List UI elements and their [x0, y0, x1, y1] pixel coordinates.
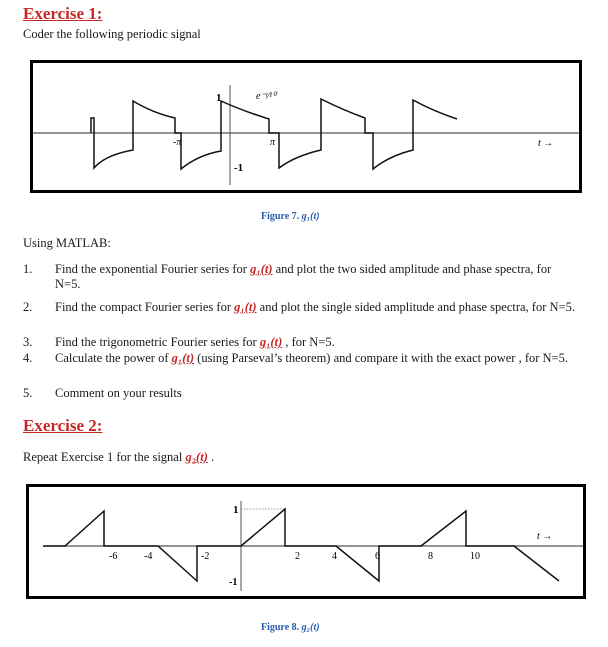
- task-text: Comment on your results: [55, 386, 182, 400]
- figure-8-caption-signal: g₂(t): [301, 622, 320, 633]
- g1-waveform: [91, 99, 457, 169]
- task-item-5: [23, 386, 583, 401]
- figure-8-caption-prefix: Figure 8.: [261, 622, 300, 633]
- task-number: 3.: [23, 335, 33, 349]
- figure-7-frame: [30, 60, 582, 193]
- task-text-post: and plot the two sided amplitude and phase spectra, for N=5.: [55, 262, 552, 291]
- task-signal: g₁(t): [259, 335, 283, 349]
- tick-label: -2: [201, 551, 210, 562]
- fig7-label-pi: π: [270, 137, 276, 148]
- task-text-post: (using Parseval’s theorem) and compare it with the exact power , for N=5.: [194, 351, 568, 365]
- task-item-2: [23, 300, 583, 330]
- figure-8-caption: [261, 622, 320, 633]
- exercise-2-signal: g₂(t): [185, 450, 208, 464]
- fig8-label-1: 1: [233, 504, 239, 516]
- exercise-1-intro: Coder the following periodic signal: [23, 27, 201, 41]
- figure-7-caption-signal: g₁(t): [301, 211, 320, 222]
- task-number: 2.: [23, 300, 33, 314]
- task-text-post: , for N=5.: [282, 335, 335, 349]
- exercise-2-intro: [23, 450, 214, 465]
- figure-8-plot: [29, 487, 583, 596]
- task-text: Calculate the power of: [55, 351, 172, 365]
- task-text-post: and plot the single sided amplitude and phase spectra, for N=5.: [256, 300, 575, 314]
- task-number: 1.: [23, 262, 33, 276]
- fig7-label-t: t →: [538, 138, 554, 149]
- exercise-1-heading: Exercise 1:: [23, 4, 103, 23]
- tick-label: -4: [144, 551, 153, 562]
- tick-label: -6: [109, 551, 118, 562]
- fig7-label-neg-pi: -π: [173, 137, 182, 148]
- task-text: Find the compact Fourier series for: [55, 300, 235, 314]
- task-signal: g₁(t): [250, 262, 273, 276]
- figure-7-caption-prefix: Figure 7.: [261, 211, 300, 222]
- fig7-label-expr: e⁻ᵗ⁄¹⁰: [256, 91, 277, 102]
- task-signal: g₁(t): [234, 300, 257, 314]
- task-text: Find the trigonometric Fourier series for: [55, 335, 260, 349]
- figure-7-caption: [261, 211, 320, 222]
- exercise-2-intro-text: Repeat Exercise 1 for the signal: [23, 450, 186, 464]
- task-number: 5.: [23, 386, 33, 400]
- figure-7-plot: [33, 63, 579, 190]
- task-number: 4.: [23, 351, 33, 365]
- tick-label: 4: [332, 551, 337, 562]
- tick-label: 10: [470, 551, 480, 562]
- tick-label: 8: [428, 551, 433, 562]
- exercise-2-heading: Exercise 2:: [23, 416, 103, 435]
- using-matlab-label: Using MATLAB:: [23, 236, 111, 250]
- fig8-label-neg1: -1: [229, 577, 238, 588]
- fig8-label-t: t →: [537, 531, 553, 542]
- exercise-2-intro-post: .: [207, 450, 215, 464]
- task-item-4: [23, 351, 583, 381]
- task-signal: g₁(t): [171, 351, 195, 365]
- task-item-1: [23, 262, 583, 292]
- g2-waveform: [43, 509, 559, 581]
- tick-label: 2: [295, 551, 300, 562]
- fig7-label-neg1: -1: [234, 162, 244, 174]
- task-text: Find the exponential Fourier series for: [55, 262, 251, 276]
- figure-8-frame: [26, 484, 586, 599]
- tick-label: 6: [375, 551, 380, 562]
- fig7-label-1: 1: [216, 92, 222, 104]
- task-item-3: [23, 335, 583, 350]
- task-list: [23, 262, 583, 402]
